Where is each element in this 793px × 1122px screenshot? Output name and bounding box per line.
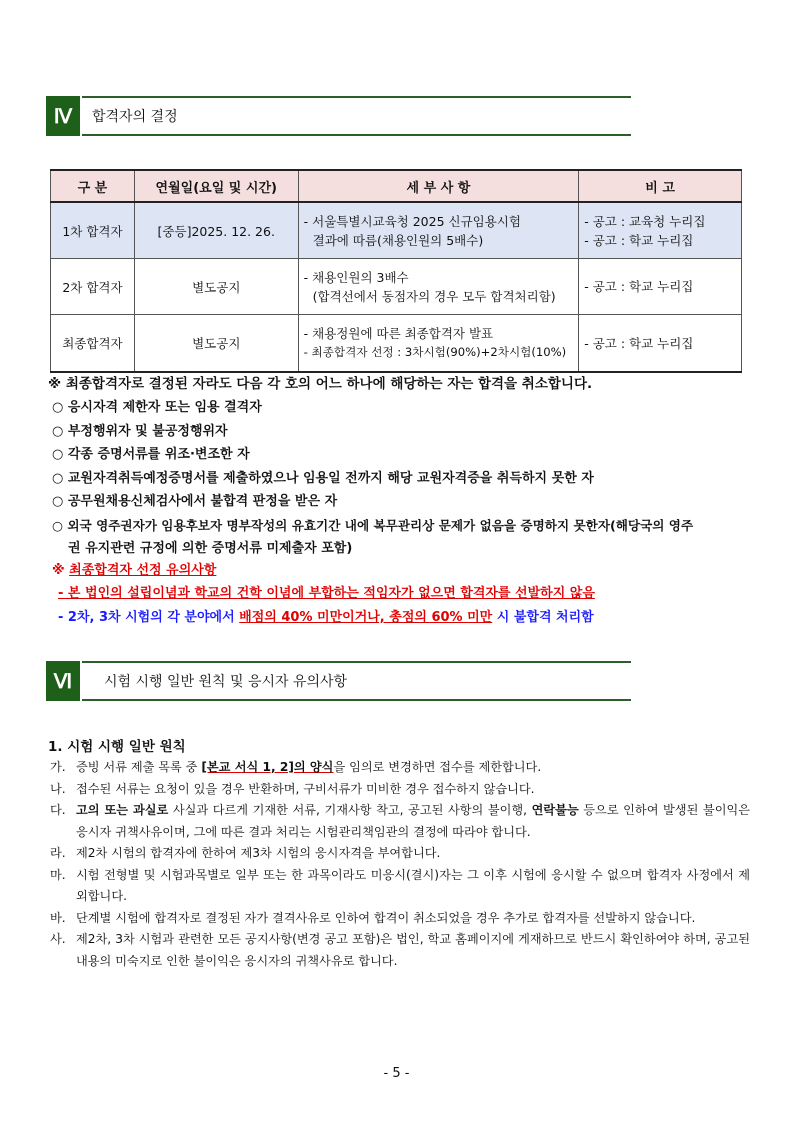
item-label: 가. [50, 760, 66, 774]
rule-text: 등으로 인하여 발생된 불이익은 응시자 귀책사유이며, 그에 따른 결과 처리는 시험관리책임관의 결정에 따라야 합니다. [76, 803, 751, 839]
caution-line-1 [58, 582, 595, 601]
table-row [51, 202, 742, 259]
schedule-table [50, 169, 742, 373]
list-item: ○ 교원자격취득예정증명서를 제출하였으나 임용일 전까지 해당 교원자격증을 취득하지 못한 자 [52, 470, 594, 486]
note-line: - 공고 : 학교 누리집 [584, 279, 694, 294]
row-detail [298, 315, 579, 373]
rules-list [50, 757, 750, 972]
header-date: 연월일(요일 및 시간) [134, 170, 298, 202]
header-category: 구 분 [51, 170, 135, 202]
caution-line-1-text: - 본 법인의 설립이념과 학교의 건학 이념에 부합하는 적임자가 없으면 합격자를 선발하지 않음 [58, 586, 595, 601]
caution-title-text: 최종합격자 선정 유의사항 [69, 563, 217, 578]
detail-line: - 채용정원에 따른 최종합격자 발표 [303, 326, 494, 341]
list-item-continued: 권 유지관련 규정에 의한 증명서류 미제출자 포함) [68, 541, 353, 556]
section-4-title: 합격자의 결정 [92, 109, 178, 125]
rule-text: 접수된 서류는 요청이 있을 경우 반환하며, 구비서류가 미비한 경우 접수하지 않습니다. [76, 781, 535, 796]
list-item [50, 757, 750, 779]
row-note [579, 315, 742, 373]
section-6-title: 시험 시행 일반 원칙 및 응시자 유의사항 [104, 674, 348, 690]
rule-text: 단계별 시험에 합격자로 결정된 자가 결격사유로 인하여 합격이 취소되었을 경우 추가로 합격자를 선발하지 않습니다. [76, 910, 696, 925]
list-item [50, 929, 750, 972]
row-category: 최종합격자 [51, 315, 135, 373]
rule-text: 사실과 다르게 기재한 서류, 기재사항 착고, 공고된 사항의 불이행, [168, 803, 532, 817]
list-item [50, 865, 750, 908]
rule-emphasis: [본교 서식 1, 2]의 양식 [201, 760, 334, 774]
row-category: 2차 합격자 [51, 259, 135, 315]
detail-line: - 채용인원의 3배수 [303, 269, 409, 285]
section-6-number: Ⅵ [46, 661, 80, 701]
list-item: ○ 외국 영주권자가 임용후보자 명부작성의 유효기간 내에 복무관리상 문제가 없음을 증명하지 못한자(해당국의 영주 [52, 517, 694, 533]
rule-text: 을 임의로 변경하면 접수를 제한합니다. [333, 760, 542, 774]
rules-heading: 1. 시험 시행 일반 원칙 [48, 739, 186, 755]
rule-text: 시험 전형별 및 시험과목별로 일부 또는 한 과목이라도 미응시(결시)자는 그 이후 시험에 응시할 수 없으며 합격자 사정에서 제외합니다. [76, 867, 750, 903]
rule-text: 증빙 서류 제출 목록 중 [76, 760, 202, 774]
list-item: ○ 부정행위자 및 불공정행위자 [52, 423, 228, 439]
list-item [50, 800, 750, 843]
caution-line-2-highlight: 배점의 40% 미만이거나, 총점의 60% 미만 [239, 610, 493, 625]
rule-emphasis: 고의 또는 과실로 [76, 803, 169, 817]
detail-line: 결과에 따름(채용인원의 5배수) [312, 232, 484, 248]
row-detail [298, 259, 579, 315]
table-header-row [51, 170, 742, 202]
section-4-header [46, 96, 631, 136]
item-label: 다. [50, 803, 66, 817]
row-detail [298, 202, 579, 259]
section-6-header [46, 661, 631, 701]
item-label: 사. [50, 932, 66, 946]
item-label: 바. [50, 910, 66, 925]
header-detail: 세 부 사 항 [298, 170, 579, 202]
note-line: - 공고 : 학교 누리집 [584, 232, 694, 248]
rule-text: 제2차 시험의 합격자에 한하여 제3차 시험의 응시자격을 부여합니다. [76, 846, 441, 860]
cancel-list [52, 396, 752, 561]
caution-line-2-c: 시 불합격 처리함 [492, 610, 594, 625]
table-row [51, 259, 742, 315]
row-category: 1차 합격자 [51, 202, 135, 259]
row-date: 별도공지 [134, 315, 298, 373]
detail-line: - 서울특별시교육청 2025 신규임용시험 [303, 213, 521, 229]
rule-emphasis: 연락불능 [531, 803, 579, 817]
detail-line: - 최종합격자 선정 : 3차시험(90%)+2차시험(10%) [303, 345, 567, 359]
list-item [50, 908, 750, 930]
note-line: - 공고 : 학교 누리집 [584, 335, 694, 351]
row-note [579, 202, 742, 259]
item-label: 라. [50, 846, 66, 860]
detail-line: (합격선에서 동점자의 경우 모두 합격처리함) [312, 288, 556, 304]
row-date: [중등]2025. 12. 26. [134, 202, 298, 259]
item-label: 마. [50, 867, 66, 882]
list-item: ○ 응시자격 제한자 또는 임용 결격자 [52, 400, 262, 415]
list-item: ○ 공무원채용신체검사에서 불합격 판정을 받은 자 [52, 494, 338, 509]
table-row [51, 315, 742, 373]
caution-line-2 [58, 606, 594, 625]
row-date: 별도공지 [134, 259, 298, 315]
list-item: ○ 각종 증명서류를 위조·변조한 자 [52, 447, 250, 462]
rule-text: 제2차, 3차 시험과 관련한 모든 공지사항(변경 공고 포함)은 법인, 학교 홈페이지에 게재하므로 반드시 확인하여야 하며, 공고된 내용의 미숙지로 인한 불이익은 응시자의 귀책사유로 합니다. [76, 932, 750, 968]
section-4-number: Ⅳ [46, 96, 80, 136]
page-number: - 5 - [383, 1066, 410, 1081]
caution-mark: ※ [52, 563, 65, 578]
row-note [579, 259, 742, 315]
list-item [50, 843, 750, 865]
list-item [50, 779, 750, 801]
item-label: 나. [50, 781, 66, 796]
note-line: - 공고 : 교육청 누리집 [584, 213, 706, 229]
caution-title [52, 559, 216, 578]
caution-line-2-a: - 2차, 3차 시험의 각 분야에서 [58, 610, 240, 625]
cancel-notice: ※ 최종합격자로 결정된 자라도 다음 각 호의 어느 하나에 해당하는 자는 합격을 취소합니다. [48, 376, 593, 392]
header-note: 비 고 [579, 170, 742, 202]
